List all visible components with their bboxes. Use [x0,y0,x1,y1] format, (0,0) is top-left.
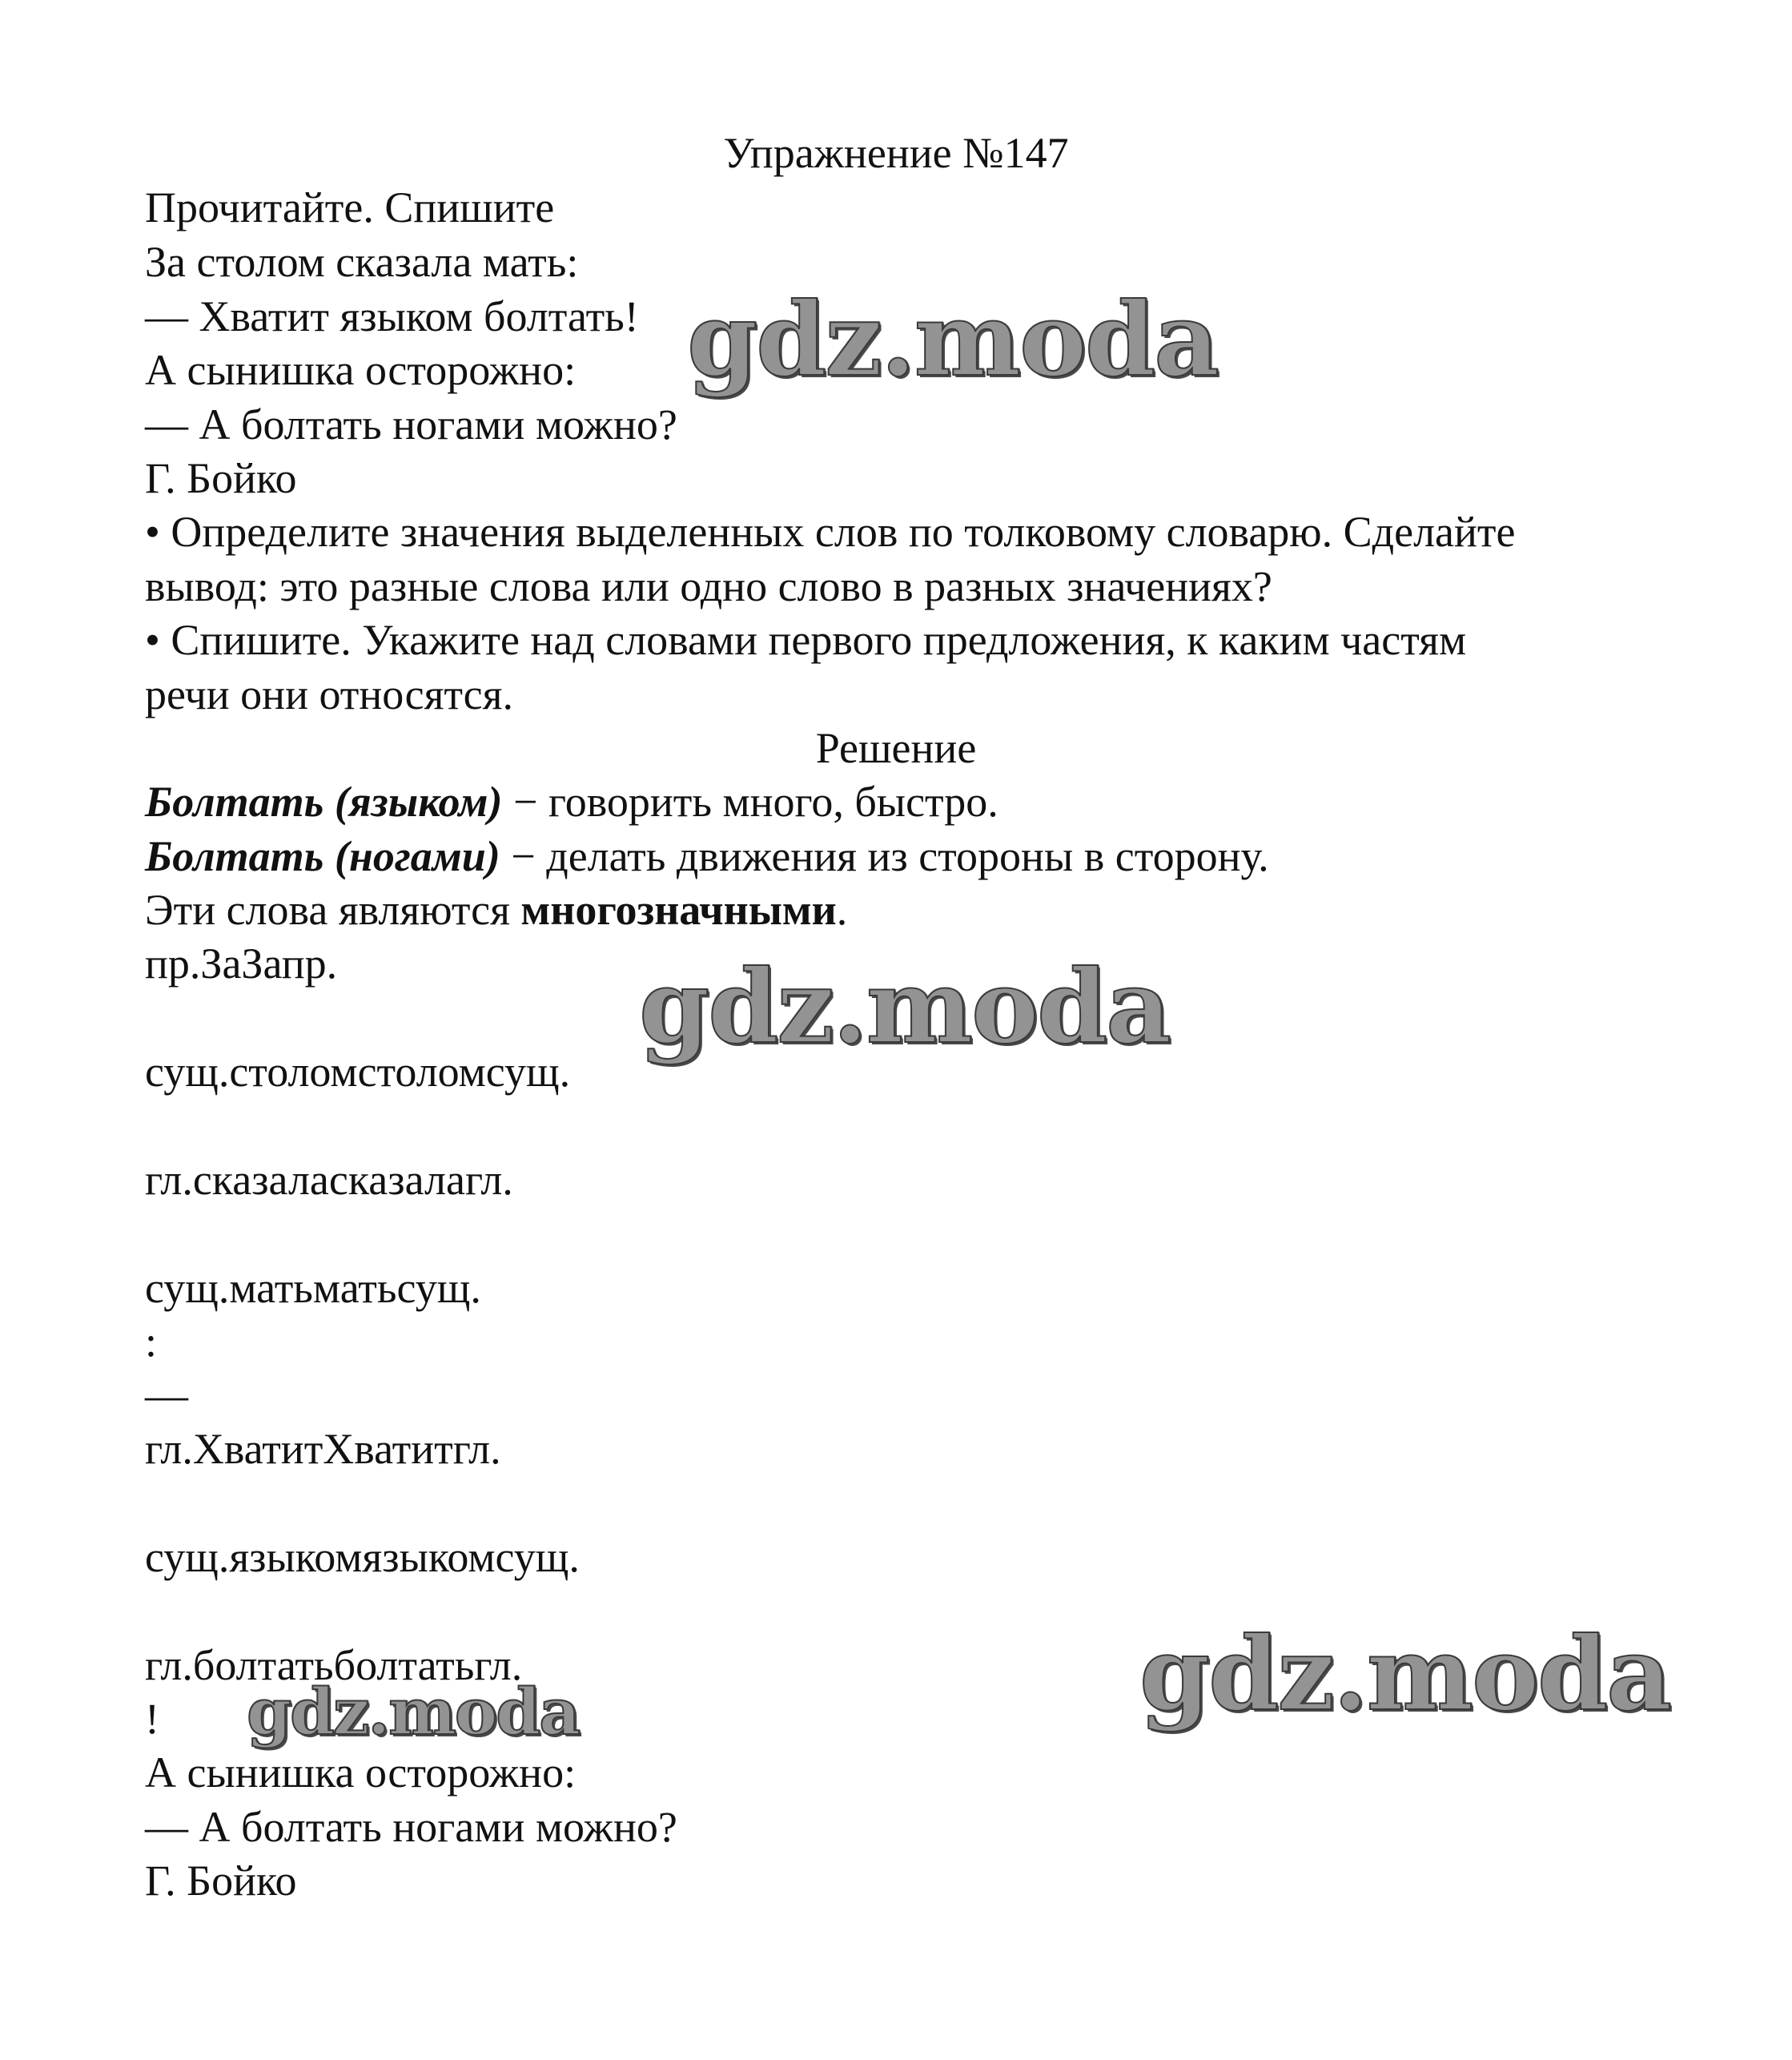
parsed-word: гл.ХватитХватитгл. [145,1425,501,1473]
watermark: gdz.moda [247,1674,579,1749]
poem-line: За столом сказала мать: [145,238,579,286]
task-bullet-line: вывод: это разные слова или одно слово в разных значениях? [145,562,1272,610]
conclusion-end: . [836,886,848,934]
watermark: gdz.moda [1139,1615,1670,1733]
task-bullet-line: речи они относятся. [145,670,513,718]
ending-line: А сынишка осторожно: [145,1748,577,1796]
parsed-punct: — [145,1371,188,1419]
ending-line: — А болтать ногами можно? [145,1803,677,1851]
poem-line: — Хватит языком болтать! [145,292,639,340]
solution-heading: Решение [815,724,977,772]
parsed-word: гл.сказаласказалагл. [145,1156,513,1204]
ending-author: Г. Бойко [145,1857,297,1905]
parsed-punct: : [145,1318,158,1366]
poem-author: Г. Бойко [145,454,297,502]
watermark: gdz.moda [687,280,1218,399]
definition-term: Болтать (языком) [145,778,503,826]
task-instruction: Прочитайте. Спишите [145,183,555,231]
definition-line [145,830,1269,883]
task-bullet-line: • Спишите. Укажите над словами первого предложения, к каким частям [145,616,1467,664]
conclusion-text: Эти слова являются [145,886,521,934]
parsed-word: сущ.матьматьсущ. [145,1264,481,1312]
conclusion-line [145,883,847,936]
exercise-title: Упражнение №147 [723,129,1069,177]
poem-line: — А болтать ногами можно? [145,400,677,449]
parsed-word: пр.ЗаЗапр. [145,939,338,988]
parsed-word: гл.болтатьболтатьгл. [145,1641,523,1689]
parsed-word: сущ.языкомязыкомсущ. [145,1533,580,1581]
definition-text: − говорить много, быстро. [502,778,998,826]
watermark: gdz.moda [639,948,1170,1066]
task-bullet-line: • Определите значения выделенных слов по толковому словарю. Сделайте [145,508,1516,556]
parsed-word: сущ.столомстоломсущ. [145,1048,571,1096]
definition-line [145,775,998,828]
poem-line: А сынишка осторожно: [145,346,577,394]
parsed-punct: ! [145,1695,159,1743]
definition-text: − делать движения из стороны в сторону. [500,832,1269,880]
definition-term: Болтать (ногами) [145,832,500,880]
conclusion-keyword: многозначными [520,886,837,934]
